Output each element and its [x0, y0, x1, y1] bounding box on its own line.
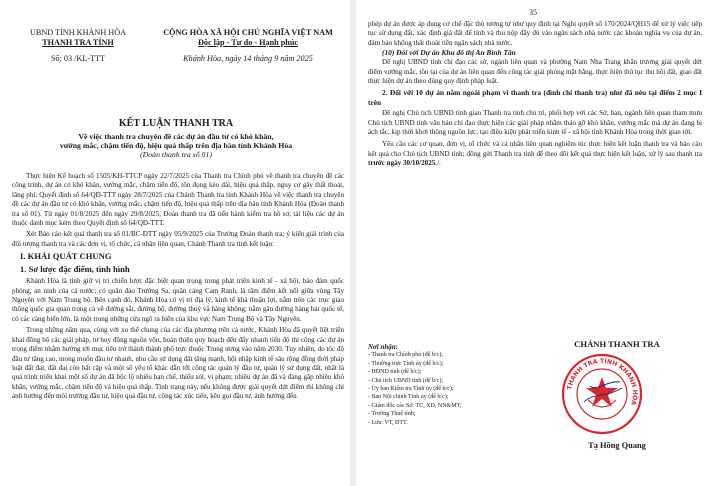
- recipient-item: - Ban Nội chính Tỉnh ủy (để b/c);: [368, 394, 449, 401]
- recipient-item: - Thường trực Tỉnh ủy (để b/c);: [368, 360, 444, 367]
- nation-name: CỘNG HÒA XÃ HỘI CHỦ NGHĨA VIỆT NAM: [163, 28, 333, 37]
- subheading: (10) Đối với Dự án Khu đô thị An Bình Tân: [382, 48, 516, 58]
- recipient-item: - Ủy ban Kiểm tra Tỉnh ủy (để b/c);: [368, 386, 454, 393]
- recipient-item: - Trưởng Thuế tỉnh;: [368, 411, 416, 418]
- signer-title: CHÁNH THANH TRA: [574, 339, 660, 349]
- doc-subtitle-3: (Đoàn thanh tra số 01): [140, 150, 212, 159]
- agency-header: [10, 28, 146, 64]
- section-heading: I. KHÁI QUÁT CHUNG: [20, 251, 112, 262]
- paragraph: phép dự án được áp dụng cơ chế đặc thù tương tự như quy định tại Nghị quyết số 170/2024/QH15 để xử lý việc tiếp tục sử dụng đất, xác định giá đất để tính và thu nộp đầy đủ vào ngân sách nhà nước các khoản nghĩa vụ của dự án, đảm bảo không thất thoát tiền ngân sách nhà nước.: [368, 20, 702, 47]
- recipient-item: - Chủ tịch UBND tỉnh (để b/c);: [368, 377, 443, 384]
- paragraph: Khánh Hòa là tỉnh giữ vị trí chiến lược đặc biệt quan trọng trong phát triển kinh tế - xã hội, bảo đảm quốc phòng, an ninh của cả nước; có quân đảo Trường Sa, quân cảng Cam Ranh, là tâm điểm kết nối giữa vùng Tây Nguyên với Nam Trung bộ. Bên cạnh đó, Khánh Hòa có vị trí địa lý, kinh tế khá thuận lợi, nằm trên các trục giao thông quốc gia quan trọng cả về đường sắt, đường bộ, đường thuỷ và hàng không; nằm gần đường hàng hải quốc tế, có các cảng biển lớn, là một trong những cửa ngõ ra biển của khu vực Nam Trung Bộ và Tây Nguyên.: [12, 277, 344, 323]
- paragraph: Thực hiện Kế hoạch số 1505/KH-TTCP ngày 22/7/2025 của Thanh tra Chính phủ về thanh tra chuyên đề các công trình, dự án có khó khăn, vướng mắc, chậm tiến độ, tồn đọng kéo dài, hiệu quả thấp, nguy cơ gây thất thoát, lãng phí; Quyết định số 64/QĐ-TTT ngày 28/7/2025 của Chánh Thanh tra tỉnh Khánh Hòa về việc thanh tra chuyên đề các dự án đầu tư có khó khăn, vướng mắc, chậm tiến độ, hiệu quả thấp trên địa bàn tỉnh Khánh Hòa (Đoàn thanh tra số 01). Từ ngày 01/8/2025 đến ngày 29/8/2025, Đoàn thanh tra đã tiến hành kiểm tra hồ sơ, tài liệu các dự án thuộc danh mục kèm theo Quyết định số 64/QĐ-TTT.: [12, 172, 344, 228]
- document-page-right: [356, 0, 710, 486]
- paragraph: Trong những năm qua, cùng với xu thế chung của các địa phương trên cả nước, Khánh Hòa đã quyết liệt triển khai đồng bộ các giải pháp, tư huy động nguồn vốn, hoàn thiện quy hoạch đến đẩy nhanh tiến độ thi công các dự án trọng điểm nhằm hướng tới mục tiêu trở thành thành phố trực thuộc Trung ương vào năm 2030. Tuy nhiên, do tốc độ đầu tư tăng cao, mong muốn đầu tư nhanh, nhu cầu sử dụng đất tăng mạnh, hội nhập kinh tế sâu rộng đồng thời pháp luật đất đai, đất đai còn bất cập và một số yếu tố khác dẫn tới công tác quản lý đầu tư, quản lý sử dụng đất, nhất là quá trình triển khai một số dự án đã bộc lộ nhiều hạn chế, thiếu sót, vi phạm; nhiều dự án đã và đang gặp nhiều khó khăn, vướng mắc, chậm tiến độ và hiệu quả thấp. Tình trạng này, nếu không được giải quyết dứt điểm thì không chỉ ảnh hưởng đến môi trường đầu tư, hiệu quả đầu tư, công tác xúc tiến, kêu gọi đầu tư, ảnh hưởng đến: [12, 326, 344, 401]
- doc-number: Số: 03 /KL-TTT: [50, 54, 106, 63]
- request-text: Yêu cầu các cơ quan, đơn vị, tổ chức và cá nhân liên quan nghiêm túc thực hiện kết luận thanh tra và báo cáo kết quả cho Chủ tịch UBND tỉnh; đồng gửi Thanh tra tỉnh để theo dõi kết quả thực hiện kết luận, xử lý sau thanh tra: [368, 140, 702, 158]
- doc-title: KẾT LUẬN THANH TRA: [118, 118, 234, 129]
- subsection-heading: 1. Sơ lược đặc điểm, tình hình: [20, 264, 130, 275]
- recipients-block: [368, 343, 518, 427]
- recipient-item: - Thanh tra Chính phủ (để b/c);: [368, 352, 443, 359]
- right-body: [368, 20, 702, 169]
- paragraph: Đề nghị UBND tỉnh chỉ đạo các sở, ngành liên quan và phường Nam Nha Trang khẩn trương giải quyết dứt điểm vướng mắc, tồn tại của dự án liên quan đến công tác giải phóng mặt bằng, thực hiện thủ tục thu hồi đất, giao đất thực hiện dự án theo đúng quy định pháp luật.: [368, 58, 702, 86]
- agency-name: THANH TRA TỈNH: [42, 38, 114, 47]
- section-heading: 2. Đối với 10 dự án nằm ngoài phạm vi thanh tra (đình chỉ thanh tra) như đã nêu tại điểm 2 mục I trên: [368, 88, 702, 107]
- request-deadline: trước ngày 30/10/2025: [368, 159, 436, 168]
- recipient-item: - HĐND tỉnh (để b/c);: [368, 369, 422, 376]
- recipient-item: - Lưu: VT, ĐTT.: [368, 419, 408, 426]
- seal-text: THANH TRA TỈNH KHÁNH HÒA: [566, 357, 639, 406]
- signer-name: Tạ Hồng Quang: [588, 441, 646, 450]
- official-seal-icon: [560, 352, 644, 436]
- request-end: ./.: [435, 159, 441, 168]
- page-number: 35: [529, 8, 537, 17]
- doc-subtitle-2: vướng mắc, chậm tiến độ, hiệu quả thấp trên địa bàn tỉnh Khánh Hòa: [59, 141, 293, 150]
- agency-top: UBND TỈNH KHÁNH HÒA: [29, 28, 127, 37]
- paragraph-request: [368, 140, 702, 168]
- doc-subtitle-1: Về việc thanh tra chuyên đề các dự án đầu tư có khó khăn,: [78, 132, 274, 141]
- recipient-item: - Giám đốc các Sở: TC, XD, NN&MT;: [368, 402, 462, 409]
- motto: Độc lập - Tự do - Hạnh phúc: [197, 38, 299, 47]
- paragraph: Xét Báo cáo kết quả thanh tra số 01/BC-ĐTT ngày 05/9/2025 của Trưởng Đoàn thanh tra; ý kiến giải trình của đối tượng thanh tra và các đơn vị, tổ chức, cá nhân liên quan, Chánh Thanh tra tỉnh kết luận:: [12, 230, 344, 248]
- doc-title-block: [8, 118, 344, 159]
- place-date: Khánh Hòa, ngày 14 tháng 9 năm 2025: [183, 54, 313, 63]
- nation-header: [148, 28, 348, 64]
- recipients-label: Nơi nhận:: [368, 343, 399, 351]
- document-page-left: [0, 0, 350, 486]
- paragraph: Đề nghị Chủ tịch UBND tỉnh giao Thanh tra tỉnh chủ trì, phối hợp với các Sở, ban, ngành liên quan tham mưu Chủ tịch UBND tỉnh văn bản chỉ đạo thực hiện các giải pháp nhằm tháo gỡ khó khăn, vướng mắc mà dự án đang bị ách tắc, kịp thời khơi thông nguồn lực, tạo điều kiện phát triển kinh tế - xã hội tỉnh Khánh Hòa trong thời gian tới.: [368, 109, 702, 137]
- left-body: [12, 172, 344, 402]
